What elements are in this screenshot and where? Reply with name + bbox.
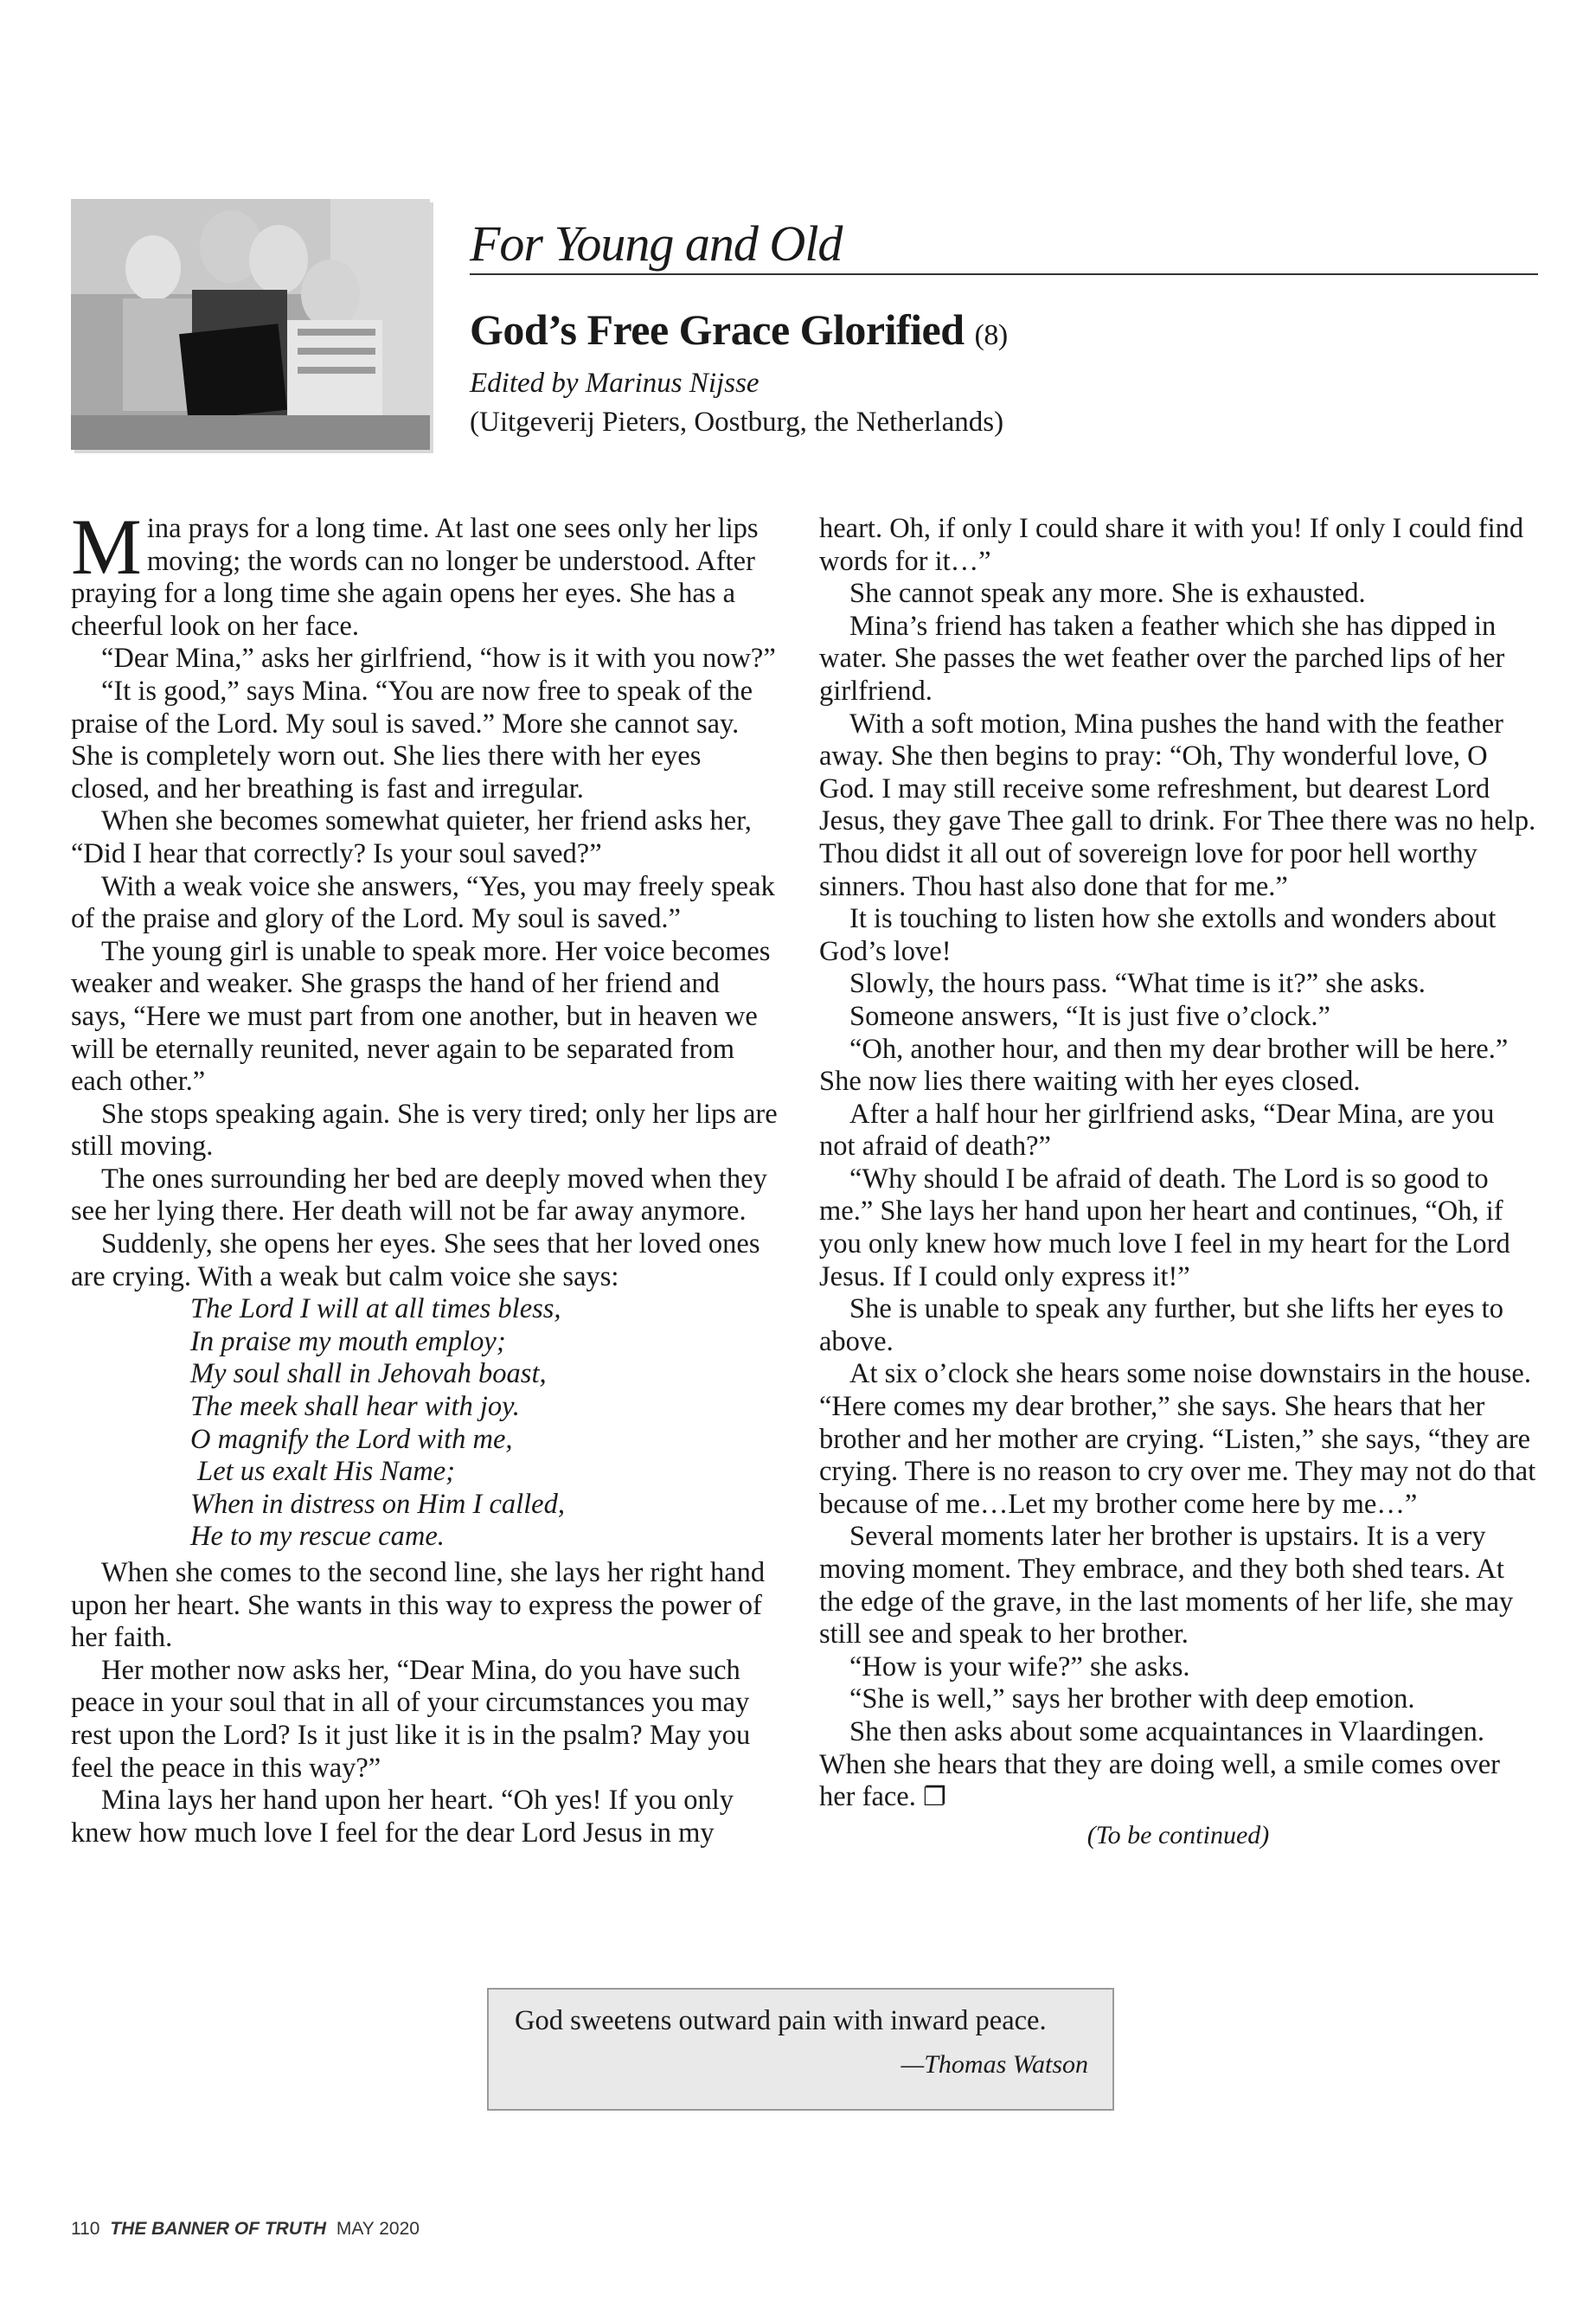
paragraph: Her mother now asks her, “Dear Mina, do you have such peace in your soul that in all of your circumstances you may rest upon the Lord? Is it just like it is in the psalm? May you feel the peace in this way?” (71, 1654, 751, 1784)
left-column (71, 503, 780, 1849)
paragraph: Suddenly, she opens her eyes. She sees that her loved ones are crying. With a weak but calm voice she says: (71, 1228, 760, 1292)
first-paragraph-text: ina prays for a long time. At last one sees only her lips moving; the words can no longer be understood. After praying for a long time she again opens her eyes. She has a cheerful look on her face. (71, 513, 759, 642)
last-paragraph (819, 1716, 1537, 1814)
paragraph: Someone answers, “It is just five o’clock.” (849, 1000, 1330, 1032)
article-title (470, 304, 1008, 355)
last-paragraph-text: She then asks about some acquaintances in Vlaardingen. When she hears that they are doing well, a smile comes over her face. (819, 1715, 1500, 1813)
poem-line: My soul shall in Jehovah boast, (190, 1358, 547, 1390)
to-be-continued: (To be continued) (1086, 1820, 1270, 1849)
paragraph: At six o’clock she hears some noise downstairs in the house. “Here comes my dear brother,” she says. She hears that her brother and her mother are crying. “Listen,” she says, “they are crying. There is no reason to cry over me. They may not do that because of me…Let my brother come here by me…” (819, 1358, 1536, 1520)
section-rule (470, 273, 1538, 275)
poem-line: He to my rescue came. (190, 1521, 445, 1553)
poem-line: O magnify the Lord with me, (190, 1423, 513, 1455)
poem-line: The Lord I will at all times bless, (190, 1293, 561, 1325)
paragraph: “Why should I be afraid of death. The Lord is so good to me.” She lays her hand upon her heart and continues, “Oh, if you only knew how much love I feel in my heart for the Lord Jesus. If I could only express it!” (819, 1163, 1510, 1292)
paragraph: She cannot speak any more. She is exhausted. (849, 578, 1366, 610)
quote-text: God sweetens outward pain with inward peace. (515, 2005, 1047, 2036)
poem-line: The meek shall hear with joy. (190, 1391, 520, 1423)
quote-author: —Thomas Watson (901, 2050, 1088, 2079)
paragraph: When she becomes somewhat quieter, her friend asks her, “Did I hear that correctly? Is your soul saved?” (71, 805, 752, 869)
magazine-name: THE BANNER OF TRUTH (110, 2219, 326, 2239)
paragraph: “How is your wife?” she asks. (849, 1650, 1190, 1682)
paragraph: “It is good,” says Mina. “You are now free to speak of the praise of the Lord. My soul is saved.” More she cannot say. She is completely worn out. She lies there with her eyes closed, and her breathing is fast and irregular. (71, 675, 753, 804)
paragraph: Several moments later her brother is upstairs. It is a very moving moment. They embrace, and they both shed tears. At the edge of the grave, in the last moments of her life, she may still see and speak to her brother. (819, 1521, 1514, 1650)
page-number: 110 (71, 2219, 100, 2239)
editor-credit: Edited by Marinus Nijsse (470, 368, 760, 399)
paragraph: After a half hour her girlfriend asks, “Dear Mina, are you not afraid of death?” (819, 1098, 1495, 1163)
paragraph: With a soft motion, Mina pushes the hand with the feather away. She then begins to pray: “Oh, Thy wonderful love, O God. I may still receive some refreshment, but dearest Lord Jesus, they gave Thee gall to drink. For Thee there was no help. Thou didst it all out of sovereign love for poor hell worthy sinners. Thou hast also done that for me.” (819, 708, 1536, 902)
paragraph: “Oh, another hour, and then my dear brother will be here.” She now lies there waiting with her eyes closed. (819, 1033, 1509, 1098)
issue-date: MAY 2020 (336, 2219, 420, 2239)
continuation-paragraph: heart. Oh, if only I could share it with you! If only I could find words for it…” (819, 513, 1524, 577)
paragraph: “She is well,” says her brother with deep emotion. (849, 1683, 1415, 1715)
first-paragraph (71, 503, 780, 643)
paragraph: The young girl is unable to speak more. Her voice becomes weaker and weaker. She grasps the hand of her friend and says, “Here we must part from one another, but in heaven we will be eternally reunited, never again to be separated from each other.” (71, 935, 771, 1098)
quote-box (487, 1988, 1114, 2111)
paragraph: With a weak voice she answers, “Yes, you may freely speak of the praise and glory of the Lord. My soul is saved.” (71, 870, 775, 935)
poem-line: Let us exalt His Name; (190, 1456, 456, 1488)
paragraph: Mina lays her hand upon her heart. “Oh yes! If you only knew how much love I feel for the dear Lord Jesus in my (71, 1785, 734, 1849)
article-part-number: (8) (974, 319, 1008, 351)
family-reading-bible-photo (71, 199, 430, 450)
paragraph: “Dear Mina,” asks her girlfriend, “how is it with you now?” (101, 643, 776, 675)
end-mark-icon: ❐ (922, 1782, 946, 1813)
paragraph: Mina’s friend has taken a feather which she has dipped in water. She passes the wet feather over the parched lips of her girlfriend. (819, 610, 1505, 707)
right-column (819, 513, 1537, 1851)
paragraph: The ones surrounding her bed are deeply moved when they see her lying there. Her death will not be far away anymore. (71, 1163, 767, 1227)
page-footer (71, 2219, 420, 2240)
paragraph: When she comes to the second line, she lays her right hand upon her heart. She wants in this way to express the power of her faith. (71, 1557, 766, 1654)
poem-line: When in distress on Him I called, (190, 1488, 565, 1520)
paragraph: It is touching to listen how she extolls and wonders about God’s love! (819, 903, 1497, 967)
paragraph: Slowly, the hours pass. “What time is it?” she asks. (849, 968, 1426, 1000)
section-title: For Young and Old (470, 215, 843, 272)
paragraph: She is unable to speak any further, but she lifts her eyes to above. (819, 1293, 1503, 1357)
paragraph: She stops speaking again. She is very tired; only her lips are still moving. (71, 1098, 778, 1163)
publisher-credit: (Uitgeverij Pieters, Oostburg, the Netherlands) (470, 407, 1004, 438)
poem-line: In praise my mouth employ; (190, 1325, 506, 1357)
psalm-poem (190, 1293, 780, 1554)
drop-cap: M (71, 503, 142, 591)
article-title-text: God’s Free Grace Glorified (470, 305, 965, 354)
